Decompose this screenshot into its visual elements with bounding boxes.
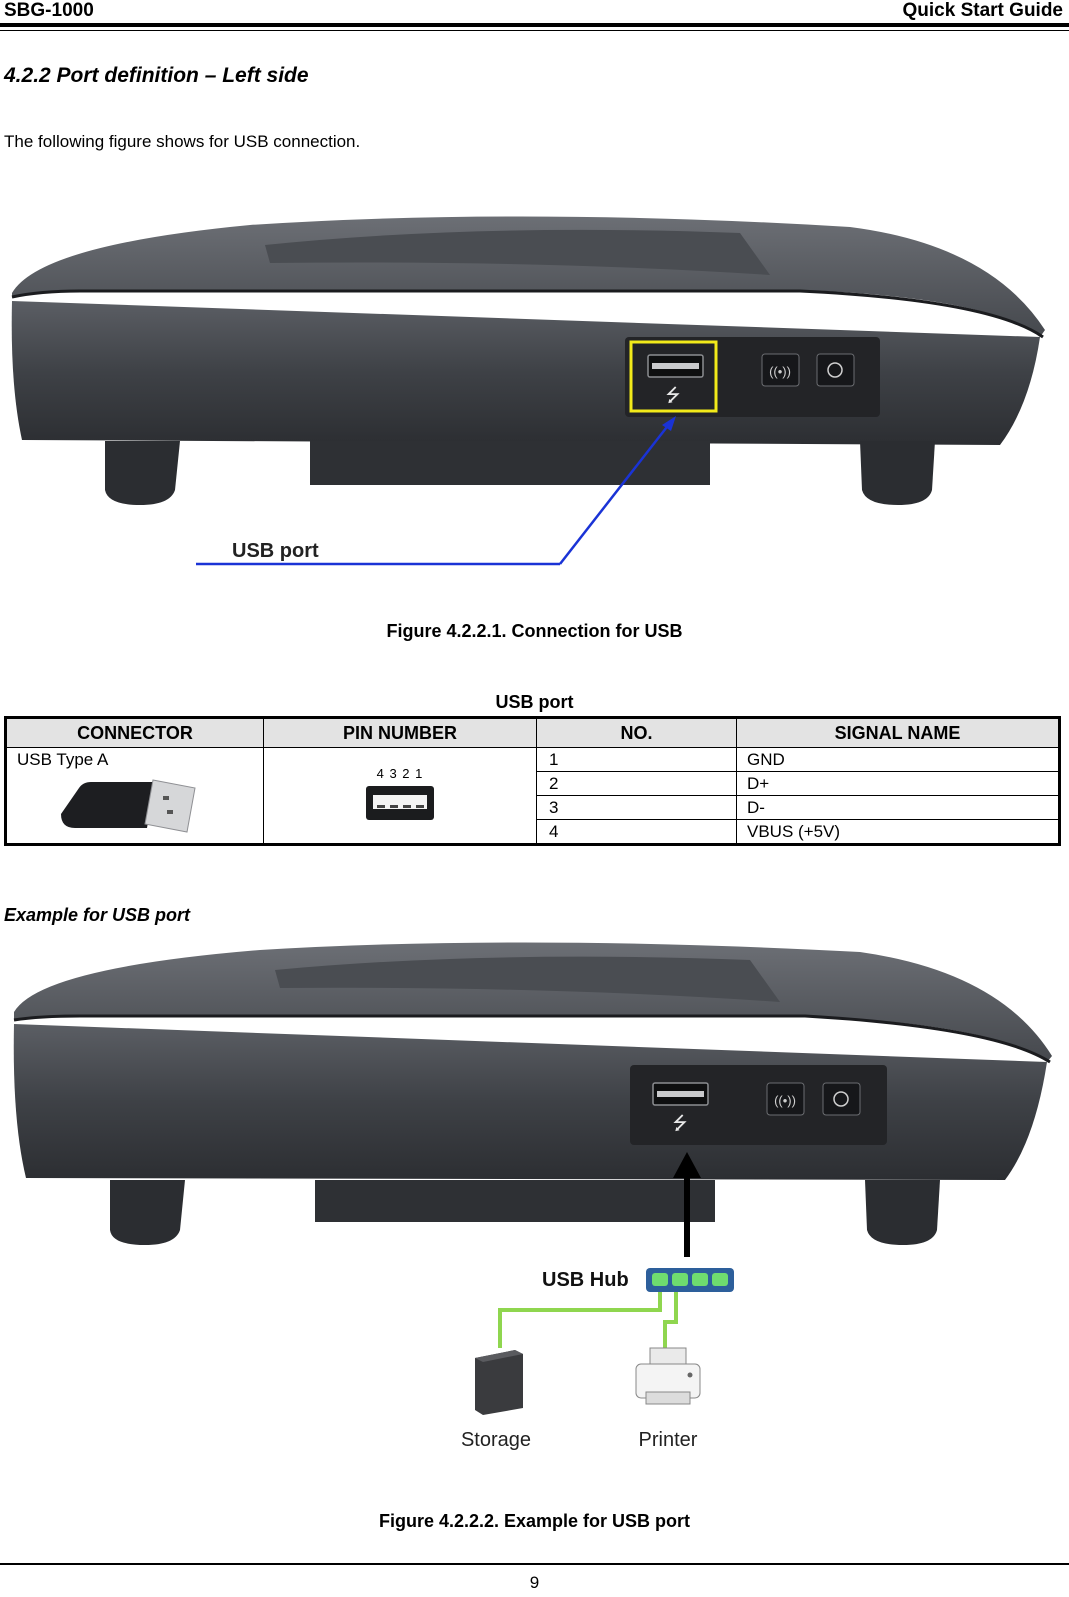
col-signal-name: SIGNAL NAME — [737, 718, 1060, 748]
pin-order-label: 4 3 2 1 — [376, 765, 424, 781]
example-title: Example for USB port — [4, 905, 191, 925]
usb-socket-icon — [365, 785, 435, 821]
svg-text:⭍: ⭍ — [665, 385, 681, 405]
header-rule — [0, 23, 1069, 27]
usb-pin-table — [4, 716, 1061, 846]
printer-label: Printer — [638, 1429, 698, 1451]
col-no: NO. — [537, 718, 737, 748]
row-signal: D- — [737, 796, 1060, 820]
figure1-caption: Figure 4.2.2.1. Connection for USB — [386, 621, 683, 641]
col-connector: CONNECTOR — [6, 718, 264, 748]
svg-text:((•)): ((•)) — [769, 364, 791, 379]
col-pin-number: PIN NUMBER — [264, 718, 537, 748]
header-product: SBG-1000 — [4, 0, 94, 21]
page-number: 9 — [529, 1573, 540, 1592]
usb-hub-label: USB Hub — [542, 1269, 629, 1291]
usb-plug-icon — [55, 774, 205, 834]
table-header-row — [6, 718, 1060, 748]
row-no: 1 — [537, 748, 737, 772]
svg-text:((•)): ((•)) — [774, 1093, 796, 1108]
figure-usb-connection — [0, 205, 1069, 585]
router-left-side-image — [0, 205, 1069, 585]
footer-rule — [0, 1563, 1069, 1565]
section-title: 4.2.2 Port definition – Left side — [4, 64, 309, 87]
header-guide-title: Quick Start Guide — [902, 0, 1063, 21]
connector-cell — [6, 748, 264, 845]
storage-label: Storage — [460, 1429, 532, 1451]
figure-usb-example — [0, 930, 1069, 1460]
svg-text:⭍: ⭍ — [672, 1113, 688, 1133]
table-title: USB port — [495, 692, 574, 712]
figure2-caption: Figure 4.2.2.2. Example for USB port — [378, 1511, 691, 1531]
table-row — [6, 748, 1060, 772]
header-rule-thin — [0, 30, 1069, 31]
row-no: 4 — [537, 820, 737, 845]
row-signal: GND — [737, 748, 1060, 772]
row-no: 2 — [537, 772, 737, 796]
usb-hub-example-image — [0, 930, 1069, 1460]
pin-number-cell — [264, 748, 537, 845]
usb-port-callout: USB port — [232, 540, 319, 562]
row-signal: VBUS (+5V) — [737, 820, 1060, 845]
row-no: 3 — [537, 796, 737, 820]
connector-name: USB Type A — [17, 750, 109, 769]
intro-text: The following figure shows for USB connection. — [4, 132, 361, 151]
row-signal: D+ — [737, 772, 1060, 796]
